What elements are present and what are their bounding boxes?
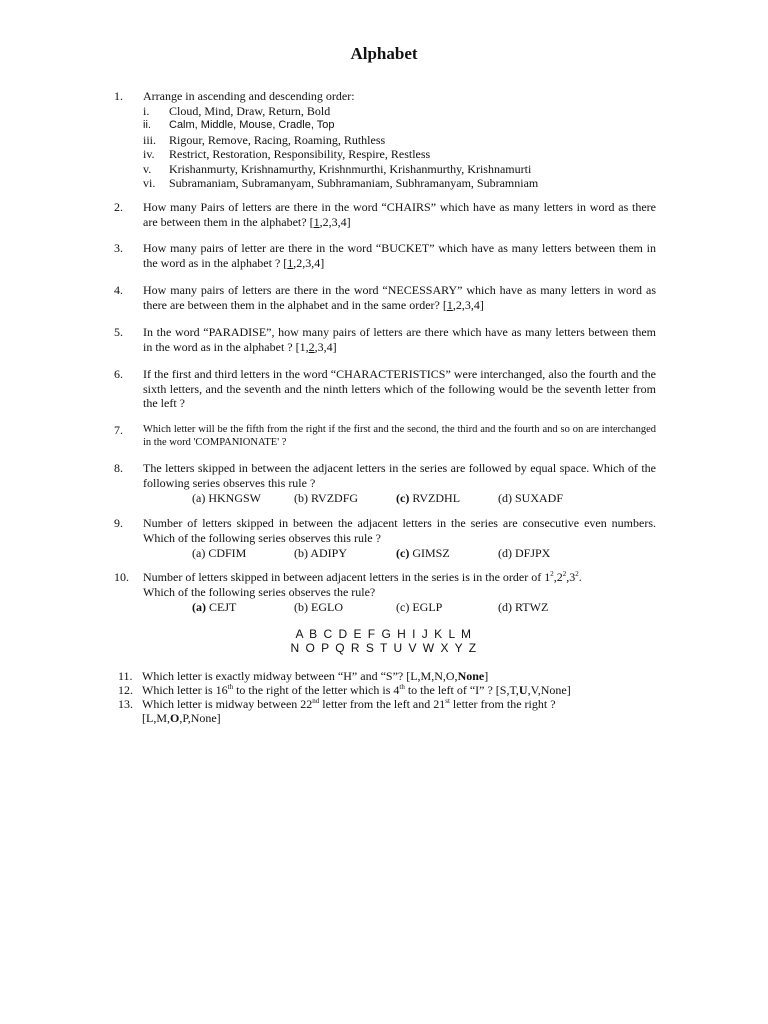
question-12: 12. Which letter is 16th to the right of the letter which is 4th to the left of “I” ? [S,T,U,V,None] [118,683,638,697]
question-10: 10. Number of letters skipped in between adjacent letters in the series is in the order of $1^2,2^2,3^2$. Which of the following series observes the rule? (a) CEJT (b) EGLO (c) EGLP (d) RTWZ [114,570,656,615]
question-1 [114,89,656,191]
answer-mark: (a) [192,600,206,614]
question-text: How many pairs of letters are there in the word “NECESSARY” which have as many letters in word as there are between them in the alphabet and in the same order? [1,2,3,4] [143,283,656,312]
question-text: The letters skipped in between the adjacent letters in the series are followed by equal space. Which of the following series observes this rule ? [143,461,656,490]
question-text: How many Pairs of letters are there in the word “CHAIRS” which have as many letters in word as there are between them in the alphabet? [1,2,3,4] [143,200,656,229]
question-text: Number of letters skipped in between the adjacent letters in the series are consecutive even numbers. Which of the following series observes this rule ? [143,516,656,545]
question-text: Which letter is midway between 22nd letter from the left and 21st letter from the right ? [L,M,O,P,None] [142,697,556,725]
list-item: v. Krishanmurty, Krishnamurthy, Krishnmurthi, Krishanmurthy, Krishnamurti [143,161,532,176]
question-text: Which letter will be the fifth from the right if the first and the second, the third and the fourth and so on are interchanged in the word 'COMPANIONATE' ? [143,424,656,448]
question-text: How many pairs of letter are there in the word “BUCKET” which have as many letters between them in the word as in the alphabet ? [1,2,3,4] [143,241,656,270]
question-text: Which letter is exactly midway between “H” and “S”? [L,M,N,O,None] [142,669,489,683]
question-text: In the word “PARADISE”, how many pairs of letters are there which have as many letters between them in the word as in the alphabet ? [1,2,3,4] [143,325,656,354]
list-item: vi. Subramaniam, Subramanyam, Subhramaniam, Subhramanyam, Subramniam [143,176,539,190]
question-7: 7. Which letter will be the fifth from the right if the first and the second, the third and the fourth and so on are interchanged in the word 'COMPANIONATE' ? [114,423,656,448]
question-11: 11. Which letter is exactly midway between “H” and “S”? [L,M,N,O,None] [118,669,638,683]
list-item: ii. Calm, Middle, Mouse, Cradle, Top [143,119,335,131]
question-4: 4. How many pairs of letters are there in the word “NECESSARY” which have as many letters in word as there are between them in the alphabet and in the same order? [1,2,3,4] [114,283,656,312]
list-item: i. Cloud, Mind, Draw, Return, Bold [143,103,331,118]
answer-mark: (c) [396,491,410,505]
question-8: 8. The letters skipped in between the adjacent letters in the series are followed by equal space. Which of the following series observes this rule ? (a) HKNGSW (b) RVZDFG (c) RVZDHL (d) SUXADF [114,461,656,505]
question-6: 6. If the first and third letters in the word “CHARACTERISTICS” were interchanged, also the fourth and the sixth letters, and the seventh and the ninth letters which of the following would be the seventh letter from the left ? [114,367,656,410]
alphabet-row-1: A B C D E F G H I J K L M [295,627,473,641]
question-5: 5. In the word “PARADISE”, how many pairs of letters are there which have as many letters between them in the word as in the alphabet ? [1,2,3,4] [114,325,656,354]
question-text: Number of letters skipped in between adjacent letters in the series is in the order of $1^2,2^2,3^2$. [143,570,582,584]
answer-mark: (c) [396,546,410,560]
page-title: Alphabet [350,44,418,63]
question-9: 9. Number of letters skipped in between the adjacent letters in the series are consecutive even numbers. Which of the following series observes this rule ? (a) CDFIM (b) ADIPY (c) GIMSZ (d) DFJPX [114,516,656,560]
question-3: 3. How many pairs of letter are there in the word “BUCKET” which have as many letters between them in the word as in the alphabet ? [1,2,3,4] [114,241,656,270]
answer-mark: 1 [446,297,453,312]
question-text-line2: Which of the following series observes the rule? [143,584,376,599]
question-text: If the first and third letters in the word “CHARACTERISTICS” were interchanged, also the fourth and the sixth letters, and the seventh and the ninth letters which of the following would be the seventh letter from the left ? [143,367,656,410]
answer-mark: O [170,711,180,725]
question-text: Which letter is 16th to the right of the letter which is 4th to the left of “I” ? [S,T,U,V,None] [142,683,571,697]
options-row: (a) HKNGSW (b) RVZDFG (c) RVZDHL (d) SUXADF [192,491,564,505]
alphabet-reference [0,627,768,655]
question-text: Arrange in ascending and descending order: [143,89,355,103]
answer-mark: 1 [313,214,320,229]
answer-mark: None [457,669,485,683]
list-item: iii. Rigour, Remove, Racing, Roaming, Ruthless [143,132,386,147]
answer-mark: 1 [287,255,294,270]
answer-mark: 2 [308,339,315,354]
question-number: 1. [114,89,123,103]
options-row: (a) CEJT (b) EGLO (c) EGLP (d) RTWZ [192,600,549,614]
question-2: 2. How many Pairs of letters are there in the word “CHAIRS” which have as many letters in word as there are between them in the alphabet? [1,2,3,4] [114,200,656,229]
question-13: 13. Which letter is midway between 22nd letter from the left and 21st letter from the right ? [L,M,O,P,None] [118,697,638,725]
answer-mark: U [518,683,528,697]
options-row: (a) CDFIM (b) ADIPY (c) GIMSZ (d) DFJPX [192,546,551,560]
list-item: iv. Restrict, Restoration, Responsibility, Respire, Restless [143,147,431,161]
alphabet-row-2: N O P Q R S T U V W X Y Z [290,641,478,655]
